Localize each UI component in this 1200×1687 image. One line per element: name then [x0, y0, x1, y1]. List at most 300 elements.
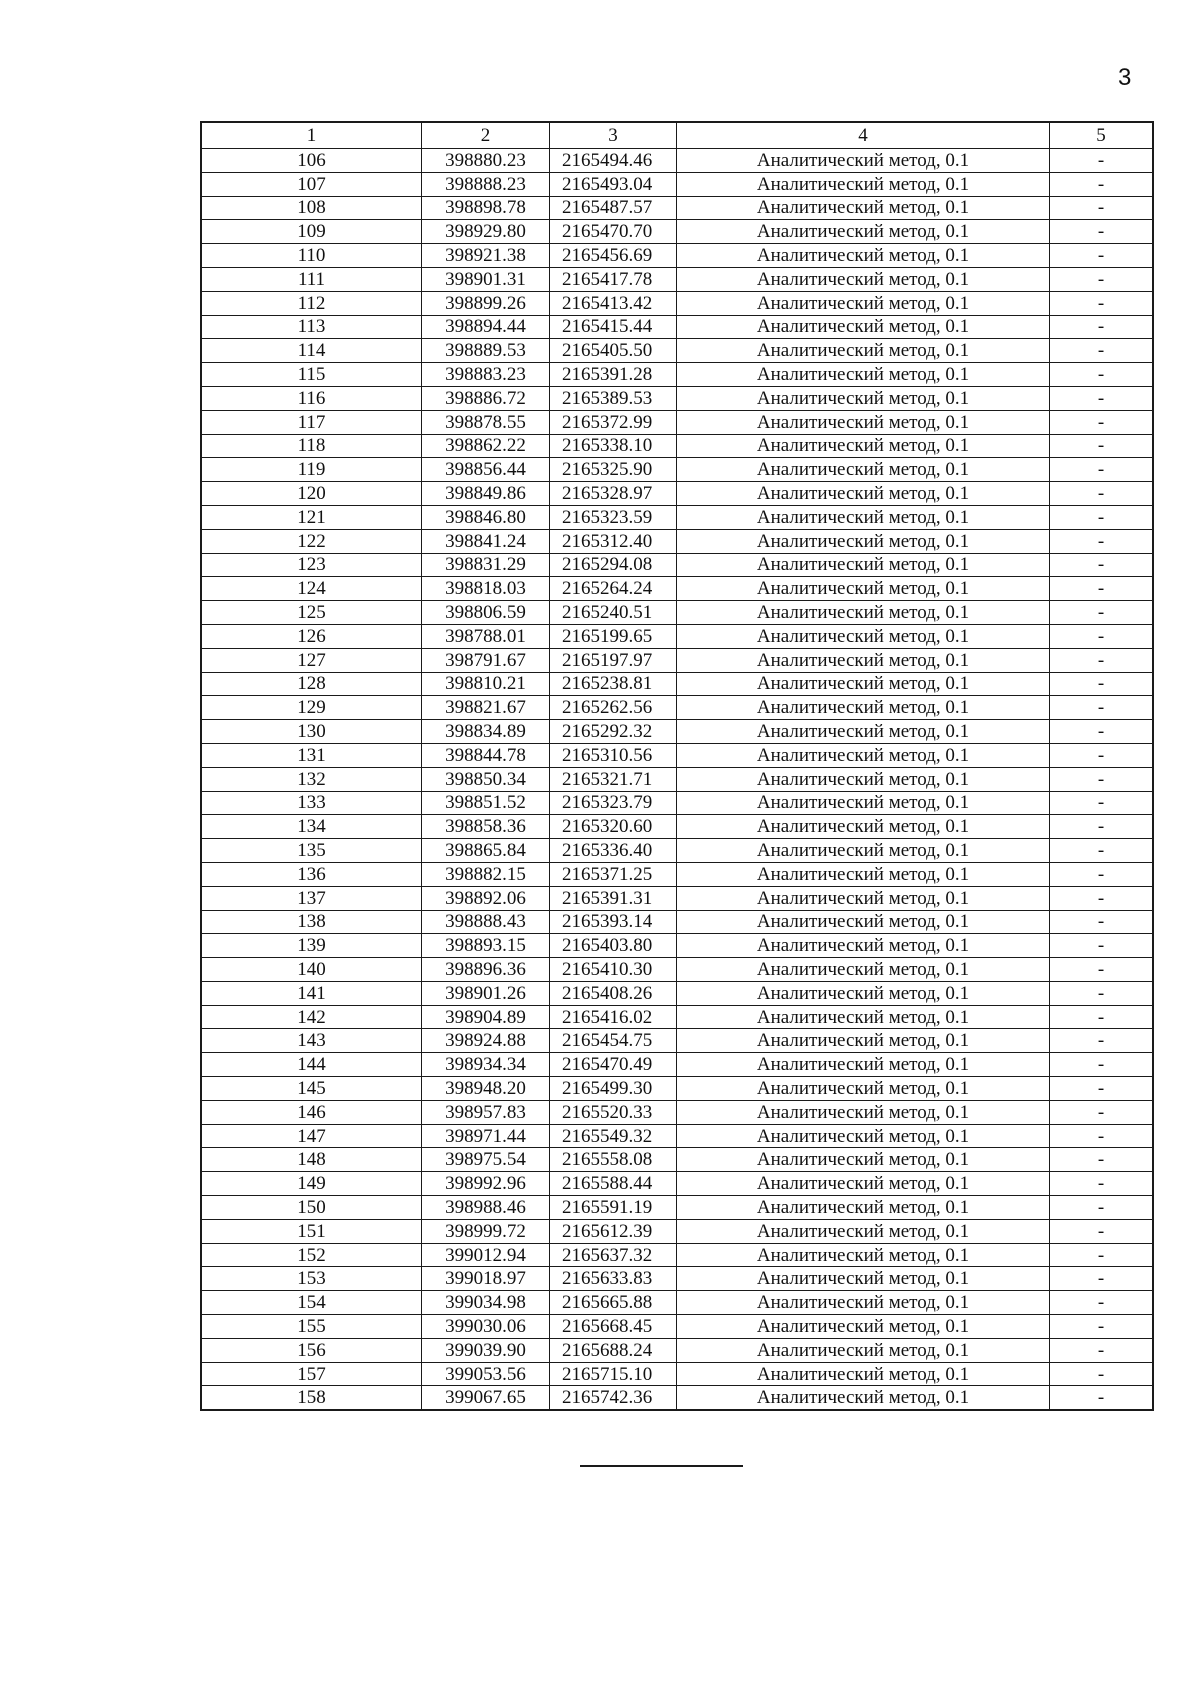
x-coordinate-cell: 398880.23 — [422, 149, 550, 173]
x-coordinate-cell: 399039.90 — [422, 1338, 550, 1362]
x-coordinate-cell: 399034.98 — [422, 1291, 550, 1315]
note-cell: - — [1050, 172, 1154, 196]
method-cell: Аналитический метод, 0.1 — [677, 410, 1050, 434]
note-cell: - — [1050, 482, 1154, 506]
note-cell: - — [1050, 220, 1154, 244]
point-number-cell: 150 — [201, 1196, 422, 1220]
y-coordinate-cell: 2165454.75 — [550, 1029, 677, 1053]
table-row — [201, 767, 1153, 791]
point-number-cell: 114 — [201, 339, 422, 363]
y-coordinate-cell: 2165338.10 — [550, 434, 677, 458]
point-number-cell: 107 — [201, 172, 422, 196]
table-row — [201, 244, 1153, 268]
point-number-cell: 119 — [201, 458, 422, 482]
point-number-cell: 143 — [201, 1029, 422, 1053]
method-cell: Аналитический метод, 0.1 — [677, 791, 1050, 815]
x-coordinate-cell: 398834.89 — [422, 720, 550, 744]
point-number-cell: 127 — [201, 648, 422, 672]
note-cell: - — [1050, 1243, 1154, 1267]
y-coordinate-cell: 2165637.32 — [550, 1243, 677, 1267]
method-cell: Аналитический метод, 0.1 — [677, 815, 1050, 839]
x-coordinate-cell: 398901.31 — [422, 267, 550, 291]
point-number-cell: 130 — [201, 720, 422, 744]
table-row — [201, 220, 1153, 244]
point-number-cell: 116 — [201, 386, 422, 410]
point-number-cell: 145 — [201, 1077, 422, 1101]
x-coordinate-cell: 398975.54 — [422, 1148, 550, 1172]
table-row — [201, 601, 1153, 625]
method-cell: Аналитический метод, 0.1 — [677, 1053, 1050, 1077]
note-cell: - — [1050, 1077, 1154, 1101]
x-coordinate-cell: 398999.72 — [422, 1219, 550, 1243]
x-coordinate-cell: 398882.15 — [422, 862, 550, 886]
y-coordinate-cell: 2165415.44 — [550, 315, 677, 339]
x-coordinate-cell: 398850.34 — [422, 767, 550, 791]
method-cell: Аналитический метод, 0.1 — [677, 1291, 1050, 1315]
end-of-table-rule — [580, 1465, 743, 1467]
method-cell: Аналитический метод, 0.1 — [677, 886, 1050, 910]
table-row — [201, 267, 1153, 291]
y-coordinate-cell: 2165240.51 — [550, 601, 677, 625]
y-coordinate-cell: 2165310.56 — [550, 743, 677, 767]
x-coordinate-cell: 398888.43 — [422, 910, 550, 934]
method-cell: Аналитический метод, 0.1 — [677, 1124, 1050, 1148]
point-number-cell: 136 — [201, 862, 422, 886]
method-cell: Аналитический метод, 0.1 — [677, 1196, 1050, 1220]
note-cell: - — [1050, 1172, 1154, 1196]
table-row — [201, 1291, 1153, 1315]
y-coordinate-cell: 2165413.42 — [550, 291, 677, 315]
method-cell: Аналитический метод, 0.1 — [677, 458, 1050, 482]
y-coordinate-cell: 2165372.99 — [550, 410, 677, 434]
note-cell: - — [1050, 1053, 1154, 1077]
x-coordinate-cell: 398862.22 — [422, 434, 550, 458]
column-header-4: 4 — [677, 122, 1050, 149]
table-row — [201, 1315, 1153, 1339]
method-cell: Аналитический метод, 0.1 — [677, 577, 1050, 601]
method-cell: Аналитический метод, 0.1 — [677, 672, 1050, 696]
x-coordinate-cell: 398878.55 — [422, 410, 550, 434]
x-coordinate-cell: 398934.34 — [422, 1053, 550, 1077]
x-coordinate-cell: 398831.29 — [422, 553, 550, 577]
y-coordinate-cell: 2165499.30 — [550, 1077, 677, 1101]
table-row — [201, 1386, 1153, 1410]
x-coordinate-cell: 398856.44 — [422, 458, 550, 482]
table-row — [201, 648, 1153, 672]
x-coordinate-cell: 398846.80 — [422, 505, 550, 529]
point-number-cell: 151 — [201, 1219, 422, 1243]
note-cell: - — [1050, 410, 1154, 434]
note-cell: - — [1050, 1315, 1154, 1339]
x-coordinate-cell: 398921.38 — [422, 244, 550, 268]
y-coordinate-cell: 2165493.04 — [550, 172, 677, 196]
point-number-cell: 115 — [201, 363, 422, 387]
y-coordinate-cell: 2165668.45 — [550, 1315, 677, 1339]
method-cell: Аналитический метод, 0.1 — [677, 648, 1050, 672]
method-cell: Аналитический метод, 0.1 — [677, 482, 1050, 506]
x-coordinate-cell: 398810.21 — [422, 672, 550, 696]
note-cell: - — [1050, 601, 1154, 625]
note-cell: - — [1050, 505, 1154, 529]
note-cell: - — [1050, 862, 1154, 886]
point-number-cell: 133 — [201, 791, 422, 815]
point-number-cell: 106 — [201, 149, 422, 173]
x-coordinate-cell: 398892.06 — [422, 886, 550, 910]
y-coordinate-cell: 2165264.24 — [550, 577, 677, 601]
x-coordinate-cell: 398901.26 — [422, 981, 550, 1005]
x-coordinate-cell: 398888.23 — [422, 172, 550, 196]
x-coordinate-cell: 398889.53 — [422, 339, 550, 363]
method-cell: Аналитический метод, 0.1 — [677, 291, 1050, 315]
y-coordinate-cell: 2165494.46 — [550, 149, 677, 173]
note-cell: - — [1050, 910, 1154, 934]
table-row — [201, 1172, 1153, 1196]
table-row — [201, 839, 1153, 863]
y-coordinate-cell: 2165294.08 — [550, 553, 677, 577]
method-cell: Аналитический метод, 0.1 — [677, 743, 1050, 767]
point-number-cell: 140 — [201, 958, 422, 982]
method-cell: Аналитический метод, 0.1 — [677, 244, 1050, 268]
y-coordinate-cell: 2165371.25 — [550, 862, 677, 886]
method-cell: Аналитический метод, 0.1 — [677, 720, 1050, 744]
note-cell: - — [1050, 1362, 1154, 1386]
y-coordinate-cell: 2165238.81 — [550, 672, 677, 696]
y-coordinate-cell: 2165391.28 — [550, 363, 677, 387]
method-cell: Аналитический метод, 0.1 — [677, 1386, 1050, 1410]
note-cell: - — [1050, 1029, 1154, 1053]
note-cell: - — [1050, 934, 1154, 958]
x-coordinate-cell: 399012.94 — [422, 1243, 550, 1267]
x-coordinate-cell: 398904.89 — [422, 1005, 550, 1029]
note-cell: - — [1050, 1338, 1154, 1362]
y-coordinate-cell: 2165197.97 — [550, 648, 677, 672]
y-coordinate-cell: 2165389.53 — [550, 386, 677, 410]
note-cell: - — [1050, 291, 1154, 315]
x-coordinate-cell: 398899.26 — [422, 291, 550, 315]
y-coordinate-cell: 2165292.32 — [550, 720, 677, 744]
note-cell: - — [1050, 624, 1154, 648]
point-number-cell: 129 — [201, 696, 422, 720]
note-cell: - — [1050, 1267, 1154, 1291]
x-coordinate-cell: 398791.67 — [422, 648, 550, 672]
x-coordinate-cell: 398818.03 — [422, 577, 550, 601]
point-number-cell: 146 — [201, 1100, 422, 1124]
table-row — [201, 1219, 1153, 1243]
y-coordinate-cell: 2165688.24 — [550, 1338, 677, 1362]
method-cell: Аналитический метод, 0.1 — [677, 1100, 1050, 1124]
point-number-cell: 155 — [201, 1315, 422, 1339]
note-cell: - — [1050, 1005, 1154, 1029]
table-row — [201, 886, 1153, 910]
x-coordinate-cell: 398849.86 — [422, 482, 550, 506]
method-cell: Аналитический метод, 0.1 — [677, 1267, 1050, 1291]
x-coordinate-cell: 398896.36 — [422, 958, 550, 982]
y-coordinate-cell: 2165405.50 — [550, 339, 677, 363]
x-coordinate-cell: 398886.72 — [422, 386, 550, 410]
point-number-cell: 152 — [201, 1243, 422, 1267]
y-coordinate-cell: 2165416.02 — [550, 1005, 677, 1029]
y-coordinate-cell: 2165408.26 — [550, 981, 677, 1005]
point-number-cell: 109 — [201, 220, 422, 244]
table-row — [201, 339, 1153, 363]
x-coordinate-cell: 398929.80 — [422, 220, 550, 244]
table-row — [201, 172, 1153, 196]
method-cell: Аналитический метод, 0.1 — [677, 1315, 1050, 1339]
table-row — [201, 363, 1153, 387]
point-number-cell: 112 — [201, 291, 422, 315]
point-number-cell: 124 — [201, 577, 422, 601]
method-cell: Аналитический метод, 0.1 — [677, 1029, 1050, 1053]
table-row — [201, 315, 1153, 339]
x-coordinate-cell: 399067.65 — [422, 1386, 550, 1410]
point-number-cell: 120 — [201, 482, 422, 506]
method-cell: Аналитический метод, 0.1 — [677, 934, 1050, 958]
note-cell: - — [1050, 1100, 1154, 1124]
table-row — [201, 815, 1153, 839]
note-cell: - — [1050, 720, 1154, 744]
y-coordinate-cell: 2165612.39 — [550, 1219, 677, 1243]
method-cell: Аналитический метод, 0.1 — [677, 601, 1050, 625]
y-coordinate-cell: 2165470.49 — [550, 1053, 677, 1077]
note-cell: - — [1050, 696, 1154, 720]
method-cell: Аналитический метод, 0.1 — [677, 981, 1050, 1005]
x-coordinate-cell: 398883.23 — [422, 363, 550, 387]
table-row — [201, 386, 1153, 410]
y-coordinate-cell: 2165715.10 — [550, 1362, 677, 1386]
point-number-cell: 156 — [201, 1338, 422, 1362]
column-header-3: 3 — [550, 122, 677, 149]
x-coordinate-cell: 398844.78 — [422, 743, 550, 767]
method-cell: Аналитический метод, 0.1 — [677, 839, 1050, 863]
note-cell: - — [1050, 1219, 1154, 1243]
page-number: 3 — [1118, 64, 1132, 91]
note-cell: - — [1050, 315, 1154, 339]
note-cell: - — [1050, 434, 1154, 458]
method-cell: Аналитический метод, 0.1 — [677, 553, 1050, 577]
point-number-cell: 126 — [201, 624, 422, 648]
point-number-cell: 138 — [201, 910, 422, 934]
method-cell: Аналитический метод, 0.1 — [677, 172, 1050, 196]
y-coordinate-cell: 2165487.57 — [550, 196, 677, 220]
method-cell: Аналитический метод, 0.1 — [677, 862, 1050, 886]
y-coordinate-cell: 2165742.36 — [550, 1386, 677, 1410]
table-row — [201, 1124, 1153, 1148]
method-cell: Аналитический метод, 0.1 — [677, 363, 1050, 387]
table-row — [201, 624, 1153, 648]
point-number-cell: 157 — [201, 1362, 422, 1386]
point-number-cell: 117 — [201, 410, 422, 434]
table-row — [201, 410, 1153, 434]
note-cell: - — [1050, 553, 1154, 577]
note-cell: - — [1050, 149, 1154, 173]
table-row — [201, 553, 1153, 577]
table-row — [201, 149, 1153, 173]
table-row — [201, 1267, 1153, 1291]
x-coordinate-cell: 398806.59 — [422, 601, 550, 625]
note-cell: - — [1050, 244, 1154, 268]
table-row — [201, 981, 1153, 1005]
method-cell: Аналитический метод, 0.1 — [677, 196, 1050, 220]
y-coordinate-cell: 2165633.83 — [550, 1267, 677, 1291]
x-coordinate-cell: 398893.15 — [422, 934, 550, 958]
note-cell: - — [1050, 981, 1154, 1005]
method-cell: Аналитический метод, 0.1 — [677, 1362, 1050, 1386]
x-coordinate-cell: 398948.20 — [422, 1077, 550, 1101]
column-header-2: 2 — [422, 122, 550, 149]
point-number-cell: 134 — [201, 815, 422, 839]
note-cell: - — [1050, 791, 1154, 815]
point-number-cell: 137 — [201, 886, 422, 910]
table-row — [201, 291, 1153, 315]
method-cell: Аналитический метод, 0.1 — [677, 220, 1050, 244]
table-row — [201, 743, 1153, 767]
note-cell: - — [1050, 267, 1154, 291]
point-number-cell: 111 — [201, 267, 422, 291]
x-coordinate-cell: 399018.97 — [422, 1267, 550, 1291]
table-row — [201, 1148, 1153, 1172]
note-cell: - — [1050, 839, 1154, 863]
point-number-cell: 139 — [201, 934, 422, 958]
point-number-cell: 121 — [201, 505, 422, 529]
point-number-cell: 108 — [201, 196, 422, 220]
y-coordinate-cell: 2165321.71 — [550, 767, 677, 791]
point-number-cell: 118 — [201, 434, 422, 458]
method-cell: Аналитический метод, 0.1 — [677, 696, 1050, 720]
method-cell: Аналитический метод, 0.1 — [677, 767, 1050, 791]
method-cell: Аналитический метод, 0.1 — [677, 1077, 1050, 1101]
y-coordinate-cell: 2165323.79 — [550, 791, 677, 815]
table-row — [201, 1077, 1153, 1101]
x-coordinate-cell: 398841.24 — [422, 529, 550, 553]
point-number-cell: 149 — [201, 1172, 422, 1196]
column-header-5: 5 — [1050, 122, 1154, 149]
note-cell: - — [1050, 672, 1154, 696]
note-cell: - — [1050, 815, 1154, 839]
point-number-cell: 110 — [201, 244, 422, 268]
y-coordinate-cell: 2165520.33 — [550, 1100, 677, 1124]
x-coordinate-cell: 398894.44 — [422, 315, 550, 339]
point-number-cell: 144 — [201, 1053, 422, 1077]
point-number-cell: 141 — [201, 981, 422, 1005]
table-row — [201, 720, 1153, 744]
y-coordinate-cell: 2165312.40 — [550, 529, 677, 553]
note-cell: - — [1050, 386, 1154, 410]
point-number-cell: 154 — [201, 1291, 422, 1315]
note-cell: - — [1050, 1148, 1154, 1172]
x-coordinate-cell: 398924.88 — [422, 1029, 550, 1053]
x-coordinate-cell: 398957.83 — [422, 1100, 550, 1124]
note-cell: - — [1050, 1386, 1154, 1410]
y-coordinate-cell: 2165549.32 — [550, 1124, 677, 1148]
method-cell: Аналитический метод, 0.1 — [677, 1243, 1050, 1267]
y-coordinate-cell: 2165558.08 — [550, 1148, 677, 1172]
x-coordinate-cell: 398898.78 — [422, 196, 550, 220]
note-cell: - — [1050, 767, 1154, 791]
note-cell: - — [1050, 363, 1154, 387]
method-cell: Аналитический метод, 0.1 — [677, 624, 1050, 648]
y-coordinate-cell: 2165591.19 — [550, 1196, 677, 1220]
table-row — [201, 1362, 1153, 1386]
table-row — [201, 791, 1153, 815]
table-row — [201, 1005, 1153, 1029]
table-row — [201, 482, 1153, 506]
note-cell: - — [1050, 1291, 1154, 1315]
note-cell: - — [1050, 958, 1154, 982]
method-cell: Аналитический метод, 0.1 — [677, 505, 1050, 529]
method-cell: Аналитический метод, 0.1 — [677, 1172, 1050, 1196]
y-coordinate-cell: 2165417.78 — [550, 267, 677, 291]
table-row — [201, 934, 1153, 958]
table-row — [201, 505, 1153, 529]
note-cell: - — [1050, 648, 1154, 672]
method-cell: Аналитический метод, 0.1 — [677, 1219, 1050, 1243]
point-number-cell: 125 — [201, 601, 422, 625]
note-cell: - — [1050, 577, 1154, 601]
table-row — [201, 958, 1153, 982]
y-coordinate-cell: 2165403.80 — [550, 934, 677, 958]
header-row — [201, 122, 1153, 149]
table-row — [201, 1053, 1153, 1077]
point-number-cell: 123 — [201, 553, 422, 577]
note-cell: - — [1050, 743, 1154, 767]
note-cell: - — [1050, 886, 1154, 910]
x-coordinate-cell: 398992.96 — [422, 1172, 550, 1196]
table-row — [201, 1338, 1153, 1362]
x-coordinate-cell: 398821.67 — [422, 696, 550, 720]
point-number-cell: 128 — [201, 672, 422, 696]
y-coordinate-cell: 2165470.70 — [550, 220, 677, 244]
method-cell: Аналитический метод, 0.1 — [677, 339, 1050, 363]
note-cell: - — [1050, 339, 1154, 363]
table-row — [201, 577, 1153, 601]
y-coordinate-cell: 2165665.88 — [550, 1291, 677, 1315]
table-row — [201, 672, 1153, 696]
method-cell: Аналитический метод, 0.1 — [677, 529, 1050, 553]
table-row — [201, 529, 1153, 553]
method-cell: Аналитический метод, 0.1 — [677, 1338, 1050, 1362]
table-row — [201, 458, 1153, 482]
y-coordinate-cell: 2165328.97 — [550, 482, 677, 506]
note-cell: - — [1050, 1124, 1154, 1148]
y-coordinate-cell: 2165325.90 — [550, 458, 677, 482]
y-coordinate-cell: 2165456.69 — [550, 244, 677, 268]
x-coordinate-cell: 398971.44 — [422, 1124, 550, 1148]
y-coordinate-cell: 2165323.59 — [550, 505, 677, 529]
point-number-cell: 131 — [201, 743, 422, 767]
table-header — [201, 122, 1153, 149]
point-number-cell: 135 — [201, 839, 422, 863]
y-coordinate-cell: 2165393.14 — [550, 910, 677, 934]
y-coordinate-cell: 2165336.40 — [550, 839, 677, 863]
point-number-cell: 158 — [201, 1386, 422, 1410]
point-number-cell: 148 — [201, 1148, 422, 1172]
x-coordinate-cell: 399053.56 — [422, 1362, 550, 1386]
x-coordinate-cell: 399030.06 — [422, 1315, 550, 1339]
method-cell: Аналитический метод, 0.1 — [677, 149, 1050, 173]
method-cell: Аналитический метод, 0.1 — [677, 910, 1050, 934]
method-cell: Аналитический метод, 0.1 — [677, 434, 1050, 458]
table-body — [201, 149, 1153, 1411]
table-row — [201, 1100, 1153, 1124]
table-row — [201, 910, 1153, 934]
y-coordinate-cell: 2165588.44 — [550, 1172, 677, 1196]
method-cell: Аналитический метод, 0.1 — [677, 958, 1050, 982]
note-cell: - — [1050, 1196, 1154, 1220]
method-cell: Аналитический метод, 0.1 — [677, 1148, 1050, 1172]
y-coordinate-cell: 2165199.65 — [550, 624, 677, 648]
coordinates-table — [200, 121, 1154, 1411]
x-coordinate-cell: 398788.01 — [422, 624, 550, 648]
